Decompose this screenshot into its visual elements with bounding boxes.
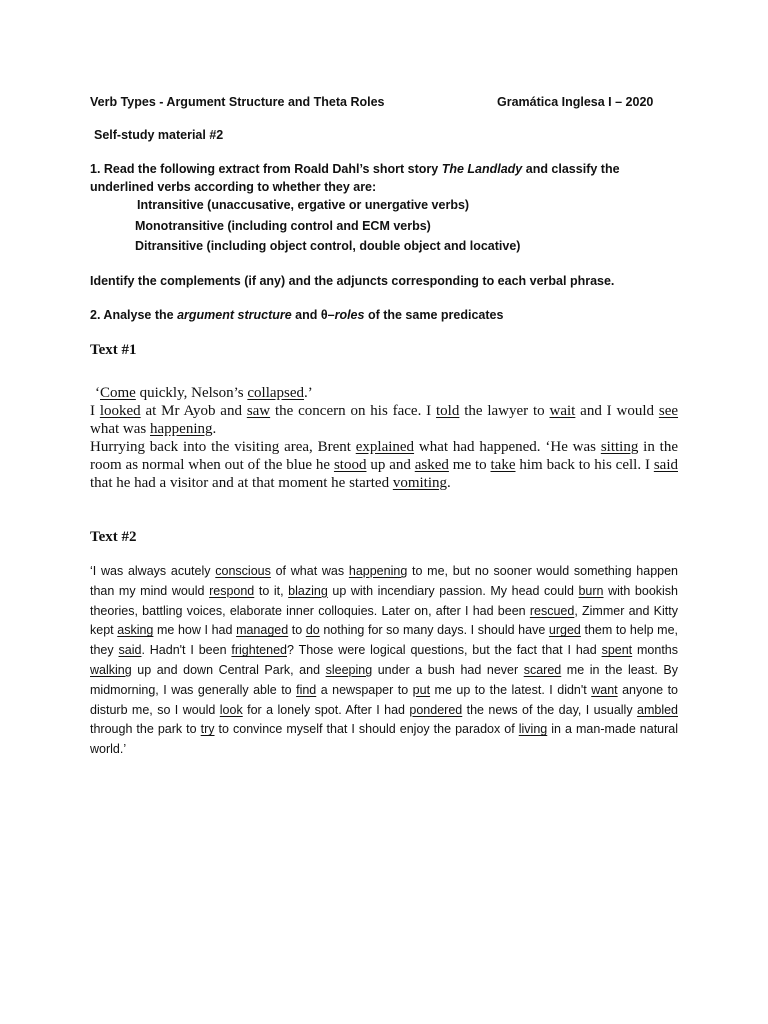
text-run: I — [90, 403, 100, 419]
underlined-verb: see — [658, 403, 679, 419]
subtitle: Self-study material #2 — [94, 128, 224, 142]
underlined-verb: put — [412, 682, 431, 697]
paragraph — [90, 562, 678, 760]
text-run: the lawyer to — [459, 403, 550, 419]
underlined-verb: conscious — [215, 564, 271, 578]
text-run: nothing for so many days. I should have — [319, 623, 549, 638]
text-run: with bookish theories, battling voices, elaborate inner colloquies. Later on, after I had been — [90, 583, 678, 618]
underlined-verb: said — [118, 643, 142, 658]
text-run: to convince myself that I should enjoy the paradox of — [214, 722, 519, 737]
text-run: .’ — [304, 385, 313, 401]
underlined-verb: sleeping — [325, 662, 373, 677]
text-run: ‘ — [95, 385, 100, 401]
underlined-verb: scared — [523, 662, 562, 677]
text-run: me how I had — [153, 623, 237, 638]
text-run: up and — [366, 457, 415, 473]
text-run: me up to the latest. I didn't — [430, 682, 592, 697]
text-run: what had happened. ‘He was — [414, 439, 601, 455]
question-2 — [90, 307, 503, 323]
text-run: months — [632, 643, 679, 658]
underlined-verb: blazing — [288, 583, 328, 598]
question-2-term-2: roles — [334, 308, 365, 322]
text-run: him back to his cell. I — [515, 457, 654, 473]
text-run: to — [288, 623, 306, 638]
paragraph — [90, 384, 678, 402]
text-run: that he had a visitor and at that moment he started — [90, 475, 393, 491]
text-run: anyone to disturb me, so I would — [90, 682, 679, 717]
text-run: to it, — [254, 583, 289, 598]
underlined-verb: rescued — [529, 603, 575, 618]
underlined-verb: pondered — [409, 702, 463, 717]
underlined-verb: collapsed — [247, 385, 305, 401]
underlined-verb: frightened — [231, 643, 287, 658]
underlined-verb: spent — [601, 643, 633, 658]
underlined-verb: explained — [355, 439, 415, 455]
question-1 — [90, 160, 620, 255]
text-run: of what was — [270, 564, 349, 578]
text-run: up with incendiary passion. My head could — [327, 583, 579, 598]
text-run: . — [447, 475, 451, 491]
text-run: me to — [448, 457, 491, 473]
underlined-verb: respond — [209, 583, 255, 598]
text-2-body — [90, 562, 678, 760]
text-run: under a bush had never — [372, 662, 524, 677]
underlined-verb: asking — [117, 623, 154, 638]
option-intransitive: Intransitive (unaccusative, ergative or unergative verbs) — [137, 198, 470, 212]
paragraph — [90, 402, 678, 438]
question-1-line-2: underlined verbs according to whether they are: — [90, 180, 377, 194]
text-run: ‘I was always acutely — [90, 564, 216, 578]
text-run: through the park to — [90, 722, 201, 737]
underlined-verb: managed — [236, 623, 289, 638]
paragraph — [90, 438, 678, 492]
option-monotransitive: Monotransitive (including control and ECM verbs) — [135, 219, 431, 233]
text-run: in a man-made natural world.’ — [90, 722, 679, 757]
underlined-verb: asked — [414, 457, 449, 473]
underlined-verb: told — [436, 403, 460, 419]
underlined-verb: find — [296, 682, 317, 697]
text-run: and I would — [575, 403, 659, 419]
text-run: quickly, Nelson’s — [135, 385, 248, 401]
text-run: at Mr Ayob and — [140, 403, 247, 419]
text-run: , Zimmer and Kitty kept — [90, 603, 678, 638]
question-2-term-1: argument structure — [177, 308, 292, 322]
underlined-verb: wait — [549, 403, 576, 419]
question-2-mid: and θ– — [291, 308, 335, 322]
underlined-verb: urged — [548, 623, 581, 638]
text-run: what was — [90, 421, 150, 437]
underlined-verb: do — [305, 623, 320, 638]
underlined-verb: living — [518, 722, 548, 737]
text-run: up and down Central Park, and — [131, 662, 326, 677]
text-1-heading: Text #1 — [90, 342, 137, 358]
underlined-verb: happening — [348, 564, 408, 578]
text-run: Hurrying back into the visiting area, Brent — [90, 439, 356, 455]
question-2-prefix: 2. Analyse the — [90, 308, 178, 322]
story-title: The Landlady — [441, 162, 523, 176]
text-run: a newspaper to — [316, 682, 413, 697]
text-run: the news of the day, I usually — [462, 702, 637, 717]
underlined-verb: looked — [99, 403, 141, 419]
underlined-verb: take — [490, 457, 516, 473]
underlined-verb: vomiting — [392, 475, 447, 491]
question-1-suffix: and classify the — [522, 162, 620, 176]
text-run: me in the least. By midmorning, I was generally able to — [90, 662, 678, 697]
course-label: Gramática Inglesa I – 2020 — [497, 95, 654, 109]
question-1-prefix: 1. Read the following extract from Roald Dahl’s short story — [90, 162, 442, 176]
text-run: them to help me, they — [90, 623, 678, 658]
identify-instruction: Identify the complements (if any) and the adjuncts corresponding to each verbal phrase. — [90, 274, 615, 288]
text-run: ? Those were logical questions, but the fact that I had — [287, 643, 602, 658]
underlined-verb: said — [653, 457, 678, 473]
text-run: the concern on his face. I — [270, 403, 437, 419]
underlined-verb: burn — [578, 583, 604, 598]
text-run: in the room as normal when out of the blue he — [90, 439, 678, 473]
underlined-verb: happening — [150, 421, 213, 437]
underlined-verb: stood — [333, 457, 367, 473]
underlined-verb: look — [219, 702, 243, 717]
text-2-heading: Text #2 — [90, 529, 137, 545]
text-run: . Hadn't I been — [141, 643, 232, 658]
question-2-suffix: of the same predicates — [364, 308, 504, 322]
underlined-verb: Come — [100, 385, 136, 401]
underlined-verb: want — [591, 682, 618, 697]
text-run: to me, but no sooner would something happen than my mind would — [90, 564, 679, 598]
text-run: for a lonely spot. After I had — [242, 702, 410, 717]
document-title: Verb Types - Argument Structure and Theta Roles — [90, 95, 385, 109]
underlined-verb: saw — [246, 403, 271, 419]
option-ditransitive: Ditransitive (including object control, double object and locative) — [135, 239, 521, 253]
underlined-verb: sitting — [600, 439, 639, 455]
text-1-body — [90, 384, 678, 492]
text-run: . — [212, 421, 217, 437]
underlined-verb: walking — [90, 662, 132, 677]
underlined-verb: try — [200, 722, 215, 737]
question-1-line-1 — [90, 160, 620, 178]
underlined-verb: ambled — [637, 702, 678, 717]
